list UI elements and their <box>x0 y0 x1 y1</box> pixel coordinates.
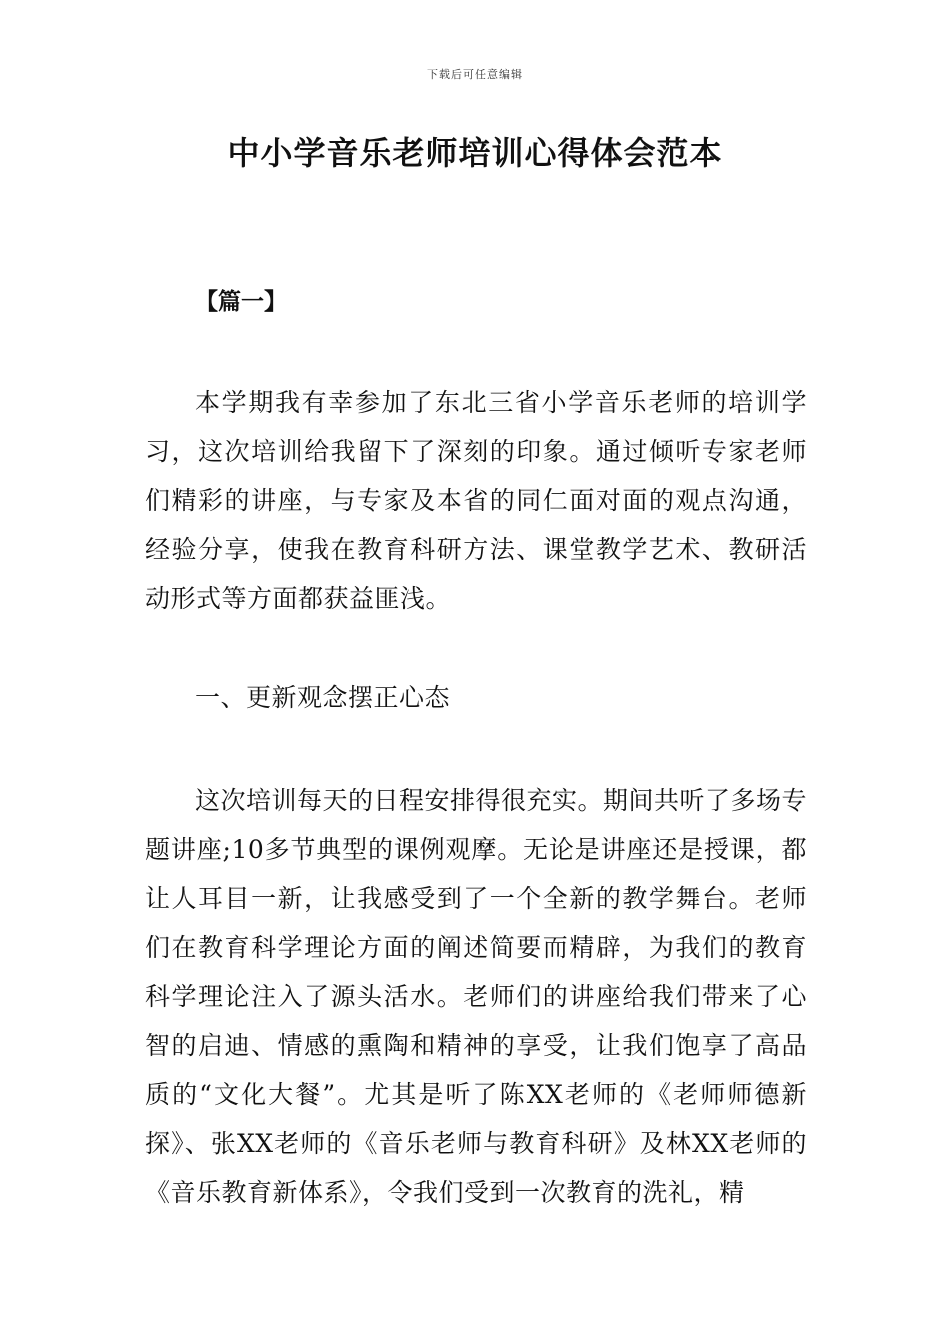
section-tag: 【篇一】 <box>195 289 287 315</box>
paragraph-intro: 本学期我有幸参加了东北三省小学音乐老师的培训学习，这次培训给我留下了深刻的印象。通过倾听专家老师们精彩的讲座，与专家及本省的同仁面对面的观点沟通，经验分享，使我在教育科研方法、课堂教学艺术、教研活动形式等方面都获益匪浅。 <box>145 388 807 613</box>
section-heading-1: 一、更新观念摆正心态 <box>195 683 451 712</box>
paragraph-training-schedule: 这次培训每天的日程安排得很充实。期间共听了多场专题讲座;10多节典型的课例观摩。无论是讲座还是授课，都让人耳目一新，让我感受到了一个全新的教学舞台。老师们在教育科学理论方面的阐述简要而精辟，为我们的教育科学理论注入了源头活水。老师们的讲座给我们带来了心智的启迪、情感的熏陶和精神的享受，让我们饱享了高品质的“文化大餐”。尤其是听了陈XX老师的《老师师德新探》、张XX老师的《音乐老师与教育科研》及林XX老师的《音乐教育新体系》，令我们受到一次教育的洗礼，精 <box>145 786 808 1207</box>
document-title: 中小学音乐老师培训心得体会范本 <box>227 134 723 172</box>
header-note: 下载后可任意编辑 <box>427 68 523 81</box>
